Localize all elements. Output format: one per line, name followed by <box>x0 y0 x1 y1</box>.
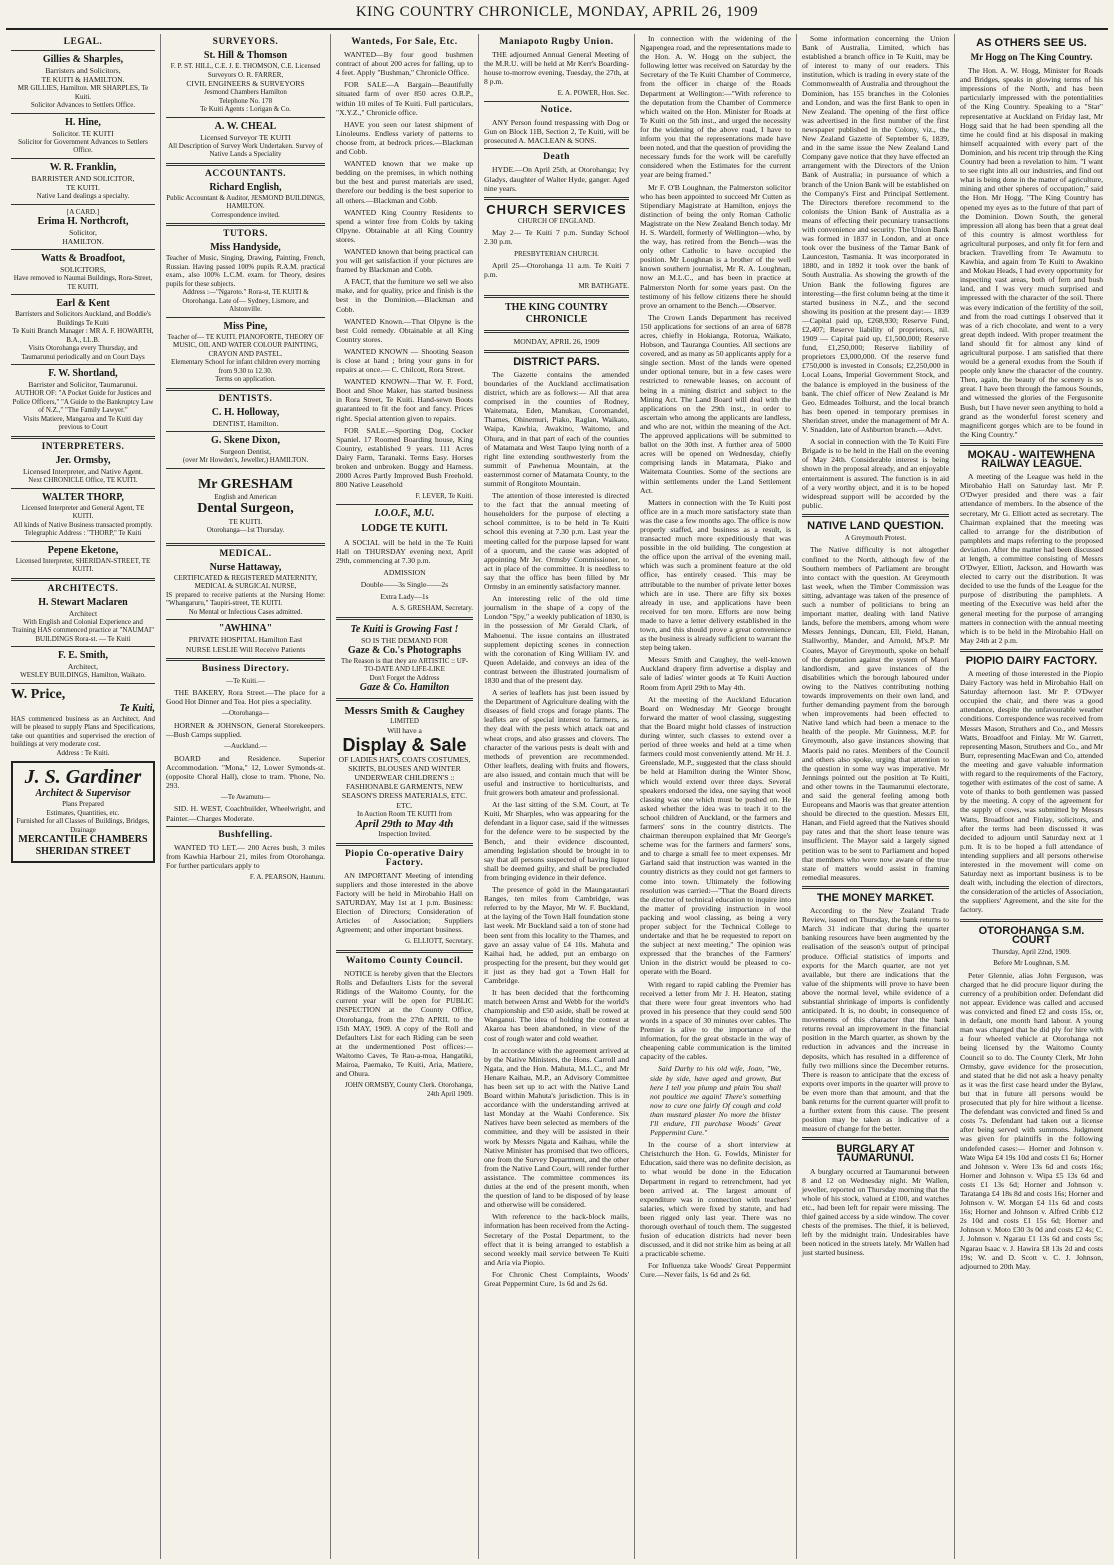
lodge-heading: LODGE TE KUITI. <box>361 522 448 534</box>
burglary-text: A burglary occurred at Taumarunui between 8 and 12 on Wednesday night. Mr Wallen, jeweller, reported on Thursday morning that the whole of his stock, valued at £100, and watches etc., had been left for repair were missing. The thief gained access by a side window. The cover chests of the premises. The thief, it is believed, left by the midnight train. Undesirables have been noticed in the streets lately. Mr Wallen had just started business. <box>802 1166 949 1258</box>
court-text: Peter Glennie, alias John Ferguson, was charged that he did procure liquor during the currency of a prohibition order. Defendant did not appear. Evidence was called and accused was convicted and fined £2 and costs 15s, or, in default, one month hard labour. A young man was charged that he did ply for hire with a four wheeled vehicle at Otorohanga not being licensed by the Waitomo County Council so to do. The County Clerk, Mr John Ormsby, gave evidence for the prosecution, and stated that he did not ask a heavy penalty as it was the first case heard under the Bylaw, but that in future all persons would be prosecuted that ply for hire without a license. The defendant was convicted and fined 5s and costs 7s. Defendant had taken out a license after being served with summons. Judgment was given for plaintiffs in the following undefended cases:— Horner and Johnson v. Wate Wipa £4 19s 10d and costs £1 6s; Horner and Johnson v. Were 13s 6d and costs 16s; Horner and Johnson v. Wipa £5 13s 6d and costs £1 13s 6d; Horner and Johnson v. Taratanga £4 18s 8d and costs 16s; Horner and Johnson v. W. Morgan £4 11s 6d and costs 16s; Horner and Johnson v. Alfred Cribb £12 2s 10d and costs £1 15s 6d; Horner and Johnson v. Moto £30 3s 0d and costs £2 4s; C. J. Johnson v. Ngarau £1 13s 6d and costs 5s; Ngarau Isaac v. J. Hawira £8 13s 2d and costs 19s; W. and D. Scott v. C. J. Johnson, adjourned to 20th May. <box>960 970 1103 1271</box>
column-3 <box>330 34 478 1559</box>
death-heading: Death <box>543 152 570 163</box>
gaze-forget: Don't Forget the Address <box>369 673 440 682</box>
card-label: [A CARD.] <box>66 207 100 216</box>
article-paragraph: Matters in connection with the Te Kuiti post office are in a much more satisfactory state than was the case a few months ago. The office is now properly staffed, and business as a result, is transacted much more expeditiously that was possible in the old building. The congestion at the office upon the arrival of the evening mail, which was such a prominent feature at the old office, has entirely ceased. This may be attributable to the number of private letter boxes which are in use. There are fifty six boxes already in use, and applications have been received for ten more. Efforts are now being made to have a letter delivery established in the town, and this should prove a great convenience as the business is already sufficient to warrant the step being taken. <box>640 497 791 653</box>
northcroft-place: HAMILTON. <box>62 237 104 247</box>
admission-label: ADMISSION <box>383 568 426 578</box>
legal-heading: LEGAL. <box>63 37 103 47</box>
english-role: Public Accountant & Auditor, JESMOND BUILDINGS, HAMILTON. <box>166 193 325 211</box>
west-ad: SID. H. WEST, Coachbuilder, Wheelwright, and Painter.—Charges Moderate. <box>166 804 325 823</box>
piopio-dairy-heading: PIOPIO DAIRY FACTORY. <box>965 654 1098 667</box>
mokau-heading: MOKAU - WAITEWHENA RAILWAY LEAGUE. <box>967 448 1096 471</box>
article-paragraph: The attention of those interested is directed to the fact that the annual meeting of householders for the purpose of electing a school committee, is to be held in Te Kuiti school this evening at 7.30 p.m. Last year the meeting called for the purpose lapsed for want of a quorum, and the cause was adopted of appointing Mr Jer. Ormsby Commissioner, to act in place of the committee. It is needless to say that the office has been filled by Mr Ormsby in an eminently satisfactory manner. <box>484 491 629 592</box>
gardiner-line1: Plans Prepared <box>62 800 104 809</box>
cheal-ad <box>166 121 325 159</box>
article-paragraph: In the course of a short interview at Christchurch the Hon. G. Fowlds, Minister for Education, said there was no definite decision, as to what would be done in the Education Department in regard to retrenchment, had yet been arrived at. The largest amount of expenditure was in connection with teachers' salaries, which were fixed by statute, and had been rigged only last year. There was no thorough overhaul of touch them. The suggested fusion of education districts had never been discussed, and it did not strike him as being at all a practicable scheme. <box>640 1140 791 1259</box>
smith-caughey-dates: April 29th to May 4th <box>355 818 454 831</box>
dentists-heading: DENTISTS. <box>218 393 273 404</box>
franklin-note: Native Land dealings a specialty. <box>36 192 130 201</box>
smith-caughey-display: Display & Sale <box>342 735 467 756</box>
lodge-text: A SOCIAL will be held in the Te Kuiti Hall on THURSDAY evening next, April 29th, commencing at 7.30 p.m. <box>336 537 473 565</box>
column-7 <box>954 34 1108 1559</box>
watts-role: SOLICITORS, <box>60 265 106 275</box>
thorp-note: All kinds of Native Business transacted promptly. <box>13 520 153 529</box>
waitomo-heading: Waitomo County Council. <box>345 955 464 966</box>
watts-ad <box>11 253 155 291</box>
classified-ad: WANTED known that being practical can you will get satisfaction if your pictures are framed by Blackman and Cobb. <box>336 246 473 275</box>
earl-manager: Te Kuiti Branch Manager : MR A. F. HOWARTH, B.A., LL.B. <box>12 327 154 344</box>
english-ad <box>166 182 325 220</box>
english-name: Richard English, <box>209 181 282 193</box>
article-paragraph: In connection with the widening of the Ngapengea road, and the representations made to the Hon. A. W. Hogg on the subject, the following letter was received on Saturday by the Secretary of the Te Kuiti Chamber of Commerce, from the officer in charge of the Roads Department at Wellington:—"With reference to the deputation from the Chamber of Commerce which waited on the Hon. Minister for Roads at Te Kuiti on the 5th inst., and urged the necessity for the widening of the above road, I have to inform you that the representations made have been noted, and that the question of providing the necessary funds for the work will be carefully considered when the Estimates for the current year are being framed." <box>640 34 791 180</box>
price-name: W. Price, <box>11 686 66 702</box>
eketone-name: Pepene Eketone, <box>47 544 119 556</box>
lodge-sign: A. S. GRESHAM, Secretary. <box>391 604 473 613</box>
smith-caughey-room: In Auction Room TE KUITI from <box>357 809 452 818</box>
gaze-address: Gaze & Co. Hamilton <box>359 682 450 694</box>
bushfelling-ad: WANTED TO LET.— 200 Acres bush, 3 miles from Kawhia Harbour 21, miles from Otorohanga. For further particulars apply to <box>166 842 325 870</box>
cheal-name: A. W. CHEAL <box>214 120 277 132</box>
death-text: HYDE.—On April 25th, at Otorohanga; Ivy Gladys, daughter of Walter Hyde, ganger. Aged nine years. <box>484 165 629 193</box>
gillies-ad <box>11 54 155 110</box>
otorohanga-sub: —Otorohanga— <box>221 709 270 718</box>
northcroft-name: Erima H. Northcroft, <box>37 216 129 228</box>
rugby-heading: Maniapoto Rugby Union. <box>499 37 614 47</box>
bushfelling-sign: F. A. PEARSON, Hauturu. <box>249 873 325 882</box>
gaze-ad <box>336 624 473 695</box>
article-paragraph: A series of leaflets has just been issued by the Department of Agriculture dealing with the diseases of field crops and forage plants. The leaflets are of special interest to farmers, as they deal with the pests which attack oat and wheat crops, and also grasses and clovers. The character of the various pests is dealt with and methods of prevention are recommended. Other leaflets, dealing with fruits and flowers, are also issued, and contain much that will be useful and instructive to horticulturists, and fruit growers both amateur and professional. <box>484 688 629 798</box>
shortland-note: Visits Matiere, Mangaroa and Te Kuiti day previous to Court <box>23 414 143 432</box>
gaze-reason: The Reason is that they are ARTISTIC :: UP-TO-DATE AND LIFE-LIKE <box>340 656 469 674</box>
price-place: Te Kuiti, <box>119 702 155 714</box>
classified-ad: WANTED KNOWN — Shooting Season is close at hand ; bring your guns in for repairs at once.— C. Chilcott, Rora Street. <box>336 346 473 375</box>
rugby-text: THE adjourned Annual General Meeting of the M.R.U. will be held at Mr Kerr's Boarding-house to-morrow evening, Tuesday, the 27th, at 8 p.m. <box>484 50 629 87</box>
bakery-ad: THE BAKERY, Rora Street.—The place for a Good Hot Dinner and Tea. Hot pies a speciality. <box>166 688 325 707</box>
gardiner-line3: Furnished for all Classes of Buildings, Bridges, Drainage <box>16 817 150 834</box>
gillies-place: TE KUITI & HAMILTON. <box>41 75 125 85</box>
watts-note: Have removed to Naumai Buildings, Rora-Street, TE KUITI. <box>13 274 153 291</box>
classified-ad: WANTED—By four good bushmen contract of about 200 acres for falling, up to 4 feet. Apply "Bushman," Chronicle Office. <box>336 50 473 78</box>
church-sign: MR BATHGATE. <box>578 282 629 291</box>
article-paragraph: A social in connection with the Te Kuiti Fire Brigade is to be held in the Hall on the evening of May 24th. Considerable interest is being shown in the proposal already, and an enjoyable entertainment is assured. The function is in aid of a very worthy object, and it is to be hoped widespread support will be accorded by the public. <box>802 437 949 510</box>
gresham-role: English and American <box>214 492 277 501</box>
gardiner-address: MERCANTILE CHAMBERS SHERIDAN STREET <box>18 834 148 858</box>
eketone-ad <box>11 545 155 574</box>
classified-ad: HAVE you seen our latest shipment of Linoleums. Endless variety of patterns to choose from, at bedrock prices.—Blackman and Cobb. <box>336 119 473 157</box>
article-paragraph: The Gazette contains the amended boundaries of the Auckland acclimatisation district, which are as follows:— All that area comprised in the counties of Rodney, Waitemata, Eden, Manukau, Coromandel, Thames, Ohinemuri, Piako, Raglan, Waikato, Waipa, Kawhia, Awakino, Waitomo, and Ohura, and in that part of each of the counties of Matamata and West Taupo lying north of a right line extending southwesterly from the summit of Pawhenua Mountain, at the easternmost corner of Matamata County, to the summit of Rongitoto Mountain. <box>484 369 629 488</box>
dixon-role: Surgeon Dentist, <box>220 447 271 457</box>
earl-name: Earl & Kent <box>56 298 110 310</box>
article-paragraph: Messrs Smith and Caughey, the well-known Auckland drapery firm advertise a display and sale of ladies' winter goods at Te Kuiti Auction Room from April 29th to May 4th. <box>640 655 791 692</box>
hattaway-role: CERTIFICATED & REGISTERED MATERNITY, MEDICAL & SURGICAL NURSE, <box>173 573 318 591</box>
article-paragraph: An interesting relic of the old time journalism in the shape of a copy of the London "Spy," a weekly publication of 1830, is in the possession of Mr Gerald Clark, of Mahoenui. The issue contains an illustrated supplement depicting scenes in connection with the coronation of King William IV. and Queen Adelaide, and conveys an idea of the contrast between the illustrated journalism of 1830 and that of the present day. <box>484 594 629 685</box>
mokau-text: A meeting of the League was held in the Mirobahio Hall on Saturday last. Mr P. O'Dwyer presided and there was a fair attendance of members. In the absence of the secretary, Mr G. Elliott acted as secretary. The Chairman explained that the meeting was called to arrange for the distribution of pamphlets and maps referring to the proposed deviation. After the matter had been discussed at length, a committee consisting of Messrs O'Dwyer, Elliott, Jackson, and Howarth was elected to carry out the distribution. It was decided to use the funds of the League for the purpose of distributing the pamphlets. A meeting of the Executive was held after the general meeting for the purpose of arranging matters in connection with the annual meeting which is to be held in the Mirobahio Hall on May 24th at 2 p.m. <box>960 472 1103 645</box>
holloway-name: C. H. Holloway, <box>211 407 280 419</box>
awhina-ad <box>166 623 325 653</box>
article-paragraph: At the meeting of the Auckland Education Board on Wednesday Mr George brought forward the matter of wool classing, suggesting that the Board might hold classes of instruction during winter, such classes to extend over a period of three weeks and held at a time when farmers could most conveniently attend. Mr H. J. Greenslade, M.P., suggested that the class should be held at Hamilton during the Winter Show, which would extend over three days. Several speakers endorsed the idea, one saying that wool classing was one which must be pushed on. He asked whether the idea was to teach it to the school children of Auckland, or the farmers and farmers' sons in the country districts. The chairman thereupon explained that Mr George's scheme was for the farmers and farmers' sons, and to charge a small fee to meet expenses. Mr Garland said that instruction was wanted in the country districts as they could not get farmers to come into town. Ultimately the following resolution was carried:—"That the Board directs the director of technical education to inquire into the matter of providing instruction in wool packing and wool classing, as being a very proper subject for the Technical College to undertake and that he be requested to report on the subject at next meeting." The opinion was expressed that the branches of the Farmers' Union in the district would be pleased to co-operate with the Board. <box>640 694 791 977</box>
notice-heading: Notice. <box>540 104 573 115</box>
article-paragraph: It has been decided that the forthcoming match between Arnst and Webb for the world's championship and £50 aside, shall be rowed at Wanganui. The idea of holding the contest at Akaroa has been abandoned, in view of the cost of rough water and cold weather. <box>484 988 629 1043</box>
tutors-heading: TUTORS. <box>223 229 268 240</box>
business-heading: Business Directory. <box>201 663 290 674</box>
smith-role: Architect, <box>67 662 99 672</box>
gillies-name: Gillies & Sharples, <box>42 54 124 66</box>
ormsby-role: Licensed Interpreter, and Native Agent. <box>23 467 143 477</box>
holloway-ad <box>166 407 325 428</box>
masthead-rule <box>6 28 1108 30</box>
dixon-name: G. Skene Dixon, <box>211 435 280 447</box>
gresham-title: Dental Surgeon, <box>197 501 294 517</box>
lever-sign: F. LEVER, Te Kuiti. <box>415 492 473 501</box>
smith-place: WESLEY BUILDINGS, Hamilton, Waikato. <box>20 671 146 680</box>
article-paragraph: For Chronic Chest Complaints, Woods' Great Peppermint Cure, 1s 6d and 2s 6d. <box>484 1269 629 1288</box>
handyside-name: Miss Handyside, <box>210 242 281 254</box>
classified-ad: WANTED Known.—That Olpyne is the best Cold remedy. Obtainable at all King Country stores. <box>336 316 473 344</box>
smith-caughey-invite: Inspection Invited. <box>378 830 431 839</box>
board-ad: BOARD and Residence. Superior Accommodation. "Mona," 12, Lower Symonds-st. (opposite Choral Hall), close to tram. 'Phone, No. 293. <box>166 753 325 790</box>
gaze-name: Gaze & Co.'s Photographs <box>347 644 462 656</box>
gresham-place: TE KUITI. <box>228 517 263 527</box>
pine-note: Elementary School for infant children every morning from 9.30 to 12.30. <box>171 358 320 375</box>
court-date: Thursday, April 22nd, 1909. <box>992 947 1071 956</box>
watts-name: Watts & Broadfoot, <box>41 253 125 265</box>
gardiner-ad <box>11 761 155 863</box>
hill-tel: Telephone No. 178 <box>218 96 273 105</box>
article-paragraph: Mr F. O'B Loughnan, the Palmerston solicitor who has been appointed to succeed Mr Cutten as Stipendiary Magistrate at Hamilton, enjoys the distinction of being the only Roman Catholic Magistrate on the New Zealand Bench today. Mr H. S. Wardell, formerly of Wellington—who, by the way, has retired from the Bench—was the only other Catholic to have occupied the position. Mr Loughnan is a brother of the well known southern journalist, Mr R. A. Loughnan, now an M.L.C., and has been in practice at Palmerston North for some years past. On the testimony of his fellow citizens there he should prove an ornament to the Bench.—Observer. <box>640 182 791 310</box>
notice-text: ANY Person found trespassing with Dog or Gun on Block 11B, Section 2, Te Kuiti, will be prosecuted A. MACLEAN & SONS. <box>484 118 629 146</box>
smith-caughey-goods: OF LADIES HATS, COATS COSTUMES, SKIRTS, BLOUSES AND WINTER UNDERWEAR CHILDREN'S :: FASHIONABLE GARMENTS, NEW SEASON'S DRESS MATERIALS, ETC. ETC. <box>338 755 471 810</box>
article-paragraph: The presence of gold in the Maungatautari Ranges, ten miles from Cambridge, was referred to by the Mayor, Mr W. F. Buckland, at the laying of the Town Hall foundation stone last week. Mr Buckland said a ton of stone had been sent from this locality to the Thames, and gave an assay value of £4 10s. Mahuta and Kaihai had, he added, put an embargo on prospecting for the present, but they would get it just as they had got a Town Hall for Cambridge. <box>484 885 629 985</box>
article-paragraph: For Influenza take Woods' Great Peppermint Cure.—Never fails, 1s 6d and 2s 6d. <box>640 1261 791 1280</box>
gresham-note: Otorohanga—1st Thursday. <box>206 526 285 535</box>
handyside-address: Address :—"Ngaroto." Rora-st, TE KUITI & Otorohanga. Late of— Sydney, Lismore, and Alstonville. <box>182 288 309 314</box>
ormsby-ad <box>11 455 155 485</box>
ormsby-name: Jer. Ormsby, <box>55 455 111 467</box>
dixon-ad <box>166 435 325 465</box>
hine-note: Solicitor for Government Advances to Settlers Office. <box>18 137 148 155</box>
church-presby: PRESBYTERIAN CHURCH. <box>514 249 599 258</box>
classified-ad: FOR SALE.—Sporting Dog, Cocker Spaniel. 17 Roomed Boarding house, King Country, established 9 years. 111 Acres Dairy Farm, Taranaki. Terms Easy. Horses broken and unbroken. Buggy and Harness. 2000 Acres Partly Improved Bush Freehold. 800 Native Leasehold <box>336 425 473 490</box>
price-ad <box>11 687 155 758</box>
medical-heading: MEDICAL. <box>219 548 272 559</box>
court-before: Before Mr Loughnan, S.M. <box>993 959 1070 968</box>
shortland-ad <box>11 368 155 432</box>
gaze-demand: SO IS THE DEMAND FOR <box>361 635 448 645</box>
accountants-heading: ACCOUNTANTS. <box>204 168 287 179</box>
admission-prices: Double——3s Single——2s <box>360 580 449 590</box>
gardiner-role: Architect & Supervisor <box>35 788 131 800</box>
hattaway-text: IS prepared to receive patients at the Nursing Home: "Whangaruru," Taupiri-street, TE KUITI. <box>166 590 325 608</box>
piopio-coop-heading: Piopio Co-operative Dairy Factory. <box>344 848 465 868</box>
price-text: HAS commenced business as an Architect, And will be pleased to supply Plans and Specifications, take out quantities and supervised the erection of buildings at very moderate cost. <box>11 714 155 749</box>
earl-note: Visits Otorohanga every Thursday, and Taumarunui periodically and on Court Days <box>21 344 145 361</box>
extra-lady: Extra Lady—1s <box>380 592 429 602</box>
earl-role: Barristers and Solicitors Auckland, and Boddie's Buildings Te Kuiti <box>15 310 151 327</box>
article-paragraph: Some information concerning the Union Bank of Australia, Limited, which has established a branch office in Te Kuiti, may be of interest to many of our readers. This institution, which is trading in every state of the Commonwealth of Australia and throughout the Dominion, has 155 branches in the Colonies and London, and was the first Bank to open in New Zealand. The opening of the first office was advertised in the first number of the first newspaper published in the Colony, viz., the New Zealand Gazette of September 6, 1839, and in the same issue the New Zealand Land Company gave notice that they have effected an arrangement with the Directors of the Union Bank of Australia; in pursuance of which a branch of the Union Bank will be established on the Company's First and Principal Settlement. The Directors therefore recommend to the colonists the Union Bank of Australia as a means of effecting their pecuniary transactions with convenience and security. The Union Bank was formed in 1837 in London, and at once took over the business of the Tamar Bank of Launceston, Tasmania. It was incorporated in 1880, and in 1892 it took over the bank of South Australia. As showing the growth of the Union Bank the following figures are interesting—the first column being at the time it started business in N.Z., and the second showing its position at the present day:— 1839—Capital paid up, £268,930; Reserve Fund, £2,407; Reserve liability of proprietors, nil. 1909 — Capital paid up, £1,500,000; Reserve fund, £1,250,000; Reserve liability of proprietors £3,000,000. Of the reserve fund £750,000 is invested in Consols; £2,250,000 in Local Loans, Imperial Government Stock, and the balance is employed in the business of the bank. The chief officer of New Zealand is Mr Geo. Edmeades Tolhurst, and the local branch has been opened in temporary premises in Sheridan street, under the management of Mr A. V. Snadden, late of Ashburton branch.—Advt. <box>802 34 949 435</box>
classified-ad: WANTED King Country Residents to spend a winter free from Colds by taking Olpyne. Obtainable at all King Country stores. <box>336 207 473 244</box>
column-2 <box>160 34 330 1559</box>
gillies-role: Barristers and Solicitors, <box>45 66 121 76</box>
smith-ad <box>11 650 155 680</box>
eketone-role: Licensed Interpreter, SHERIDAN-STREET, TE KUITI. <box>15 556 151 574</box>
church-april: April 25—Otorohanga 11 a.m. Te Kuiti 7 p.m. <box>484 261 629 280</box>
church-may: May 2— Te Kuiti 7 p.m. Sunday School 2.30 p.m. <box>484 228 629 247</box>
shortland-name: F. W. Shortland, <box>48 368 118 380</box>
tekuiti-sub: —Te Kuiti.— <box>226 676 265 685</box>
cheal-note: All Description of Survey Work Undertaken. Survey of Native Lands a Speciality <box>168 141 323 159</box>
smith-caughey-ad <box>336 705 473 838</box>
holloway-role: DENTIST, Hamilton. <box>212 419 279 429</box>
hill-members: F. P. ST. HILL, C.E. J. E. THOMSON, C.E. Licensed Surveyors O. R. FARRER, <box>170 62 321 79</box>
hattaway-note: No Mental or Infectious Cases admitted. <box>188 607 303 616</box>
dixon-place: (over Mr Howden's, Jeweller,) HAMILTON. <box>182 456 309 465</box>
burglary-heading: BURGLARY AT TAUMARUNUI. <box>836 1143 915 1165</box>
bushfelling-heading: Bushfelling. <box>218 829 273 840</box>
hattaway-ad <box>166 562 325 617</box>
smith-caughey-name: Messrs Smith & Caughey <box>344 705 465 718</box>
gresham-name: Mr GRESHAM <box>197 476 293 492</box>
handyside-text: Teacher of Music, Singing, Drawing, Painting, French, Russian. Having passed 100% pupils R.A.M. practical exam., also 100% L.C.M. exam. for Theory, desires pupils for these subjects. <box>166 254 325 288</box>
classified-ad: FOR SALE—A Bargain—Beautifully situated farm of over 850 acres O.R.P., within 10 miles of Te Kuiti. Full particulars, "X.Y.Z.," Chronicle office. <box>336 80 473 117</box>
hill-ad <box>166 50 325 114</box>
maclaren-name: H. Stewart Maclaren <box>38 596 128 608</box>
gillies-note: Solicitor Advances to Settlers Office. <box>30 101 136 110</box>
hill-name: St. Hill & Thomson <box>203 50 288 62</box>
waitomo-text: NOTICE is hereby given that the Electors Rolls and Defaulters Lists for the several Ridings of the Waitomo County, for the current year will be open for PUBLIC INSPECTION at the County Office, Otorohanga, from the 27th APRIL to the 15th MAY, 1909. A copy of the Roll and Defaulters List for each Riding can be seen at the undermentioned Post offices:— Waitomo Caves, Te Rau-a-moa, Hangatiki, Mairoa, Paemako, Te Kuiti, Aria, Matiere, and Ohura. <box>336 969 473 1079</box>
maclaren-note: With English and Colonial Experience and Training HAS commenced practice at "NAUMAI" BUILDINGS Rora-st. — Te Kuiti <box>11 617 155 643</box>
franklin-role: BARRISTER AND SOLICITOR, <box>31 173 135 183</box>
masthead: KING COUNTRY CHRONICLE, MONDAY, APRIL 26, 1909 <box>355 4 759 20</box>
ormsby-note: Next CHRONICLE Office, TE KUITI. <box>28 476 138 485</box>
wanteds-heading: Wanteds, For Sale, Etc. <box>351 37 458 47</box>
pine-name: Miss Pine, <box>223 320 268 332</box>
piopio-coop-sign: G. ELLIOTT, Secretary. <box>404 937 473 946</box>
hospital-name: PRIVATE HOSPITAL Hamilton East <box>188 635 303 645</box>
shortland-author: AUTHOR OF: "A Pocket Guide for Justices and Police Officers," "A Guide to the Bankruptcy Law of N.Z.," "The Family Lawyer." <box>12 389 154 415</box>
smith-name: F. E. Smith, <box>58 650 108 662</box>
awhina-name: "AWHINA" <box>218 623 273 635</box>
money-text: According to the New Zealand Trade Review, issued on Thursday, the bank returns to March 31 indicate that during the quarter banking resources have been augmented by the realisation of the season's output of principal produce. Official statistics of imports and exports for the March quarter, are not yet available, but there are indications that the value of the shipments will prove to have been above the normal level, while evidence of a substantial shrinkage of imports is confidently anticipated. It is, no doubt, in consequence of movements of this character that the bank returns reveal an improvement in the financial position in the March quarter, as shown by the reduction in advances and the increase in deposits, which has resulted in a difference of fully two millions since the December returns. There is reason to anticipate that the excess of exports over imports in the quarter will prove to be even more than that amount, and that the bank returns for the current quarter will profit to a further extent from this cause. The present position may be taken as indicative of a measure of change for the better. <box>802 906 949 1134</box>
piopio-coop-text: AN IMPORTANT Meeting of intending suppliers and those interested in the above Factory will be held in Mirobahio Hall on SATURDAY, May 1st at 1 p.m. Business: Election of Directors; Consideration of Articles of Association; Suppliers Agreement; and other important business. <box>336 870 473 935</box>
money-heading: THE MONEY MARKET. <box>816 891 935 904</box>
leslie-name: NURSE LESLIE Will Receive Patients <box>185 644 306 654</box>
others-text: The Hon. A. W. Hogg, Minister for Roads and Bridges, speaks in glowing terms of his impressions of the North, and has been particularly impressed with the potentialities of the King Country. Speaking to a "Star" representative at Auckland on Friday last, Mr Hogg said that he had been spending all the time he could find at his disposal in making himself acquainted with every part of the Dominion, and his recent trip through the King Country had been a revelation to him. "I want to see right into all our industries, and find out what is being done in the matter of agriculture, mining and other spheres of occupation," said the Hon. Mr Hogg. "The King Country has opened my eyes as to the future of that part of the Dominion. Down South, the general impression all along has been that a great deal of this country is almost worthless for agricultural purposes, and only fit for fern and bracken. Travelling from Te Awamutu to Kawhia, and again from Te Kuiti to Awakino and Mokau Heads, I had every opportunity for inspecting vast areas, both of fern and bush land, and I was very much surprised and impressed with the character of the soil. There was every indication of the fertility of the soil, and from the road cuttings I observed that it was of a rich chocolate, and went to a very great depth indeed. With proper treatment the land should fit for almost any kind of agricultural purpose. I am satisfied that there would be a general exodus from the South if people only knew the character of the country. Then, again, the beauty of the scenery is so great. I have been through the famous Sounds, and witnessed the glories of the Fergusonite Bush, but I have never seen anything to hold a grand as the wonderful forest scenery and magnificent gorges which are to be found in the King Country." <box>960 66 1103 439</box>
pine-ad <box>166 321 325 384</box>
hine-name: H. Hine, <box>65 116 101 128</box>
architects-heading: ARCHITECTS. <box>47 583 119 594</box>
others-heading: AS OTHERS SEE US. <box>976 37 1087 49</box>
gresham-ad <box>166 477 325 535</box>
native-sub: A Greymouth Protest. <box>844 533 907 542</box>
awamutu-sub: —Te Awamutu— <box>220 792 271 801</box>
column-6 <box>796 34 954 1559</box>
hattaway-name: Nurse Hattaway, <box>209 561 282 573</box>
thorp-tel: Telegraphic Address : "THORP," Te Kuiti <box>24 529 142 538</box>
district-heading: DISTRICT PARS. <box>513 355 600 368</box>
others-sub: Mr Hogg on The King Country. <box>970 52 1093 63</box>
northcroft-role: Solicitor, <box>69 228 97 238</box>
classified-ad: WANTED known that we make up bedding on the premises, in which nothing but the best and purest materials are used, therefore our bedding is the best superior to all others.—Blackman and Cobb. <box>336 159 473 205</box>
gardiner-name: J. S. Gardiner <box>24 766 142 789</box>
shortland-role: Barrister and Solicitor, Taumarunui. <box>28 380 138 390</box>
gaze-slogan: Te Kuiti is Growing Fast ! <box>350 623 459 635</box>
piopio-dairy-text: A meeting of those interested in the Piopio Dairy Factory was held in Mirobahio Hall on Saturday afternoon last. Mr P. O'Dwyer occupied the chair, and there was a good attendance, despite the unfavourable weather conditions. Correspondence was received from Messrs Mason, Struthers and Co., and Messrs Watts, Broadfoot and Finlay. Mr W. Garrett, representing Mason, Struthers and Co., and Mr Burr, representing MacEwan and Co, attended the meeting and gave valuable information with regard to the requirements of the Factory, together with estimates of the cost of same. A vote of thanks to both gentlemen was passed by the meeting. A copy of the agreement for the supply of cows, was submitted by Messrs Watts, Broadfoot and Finlay, solicitors, and after the terms had been discussed it was decided to adjourn until Saturday next at 1 p.m. It is to be hoped a full attendance of intending suppliers and all persons otherwise interested in the movement will come on Saturday next as important business is to be dealt with, including the election of directors, the consideration of the articles of Association, the suppliers' Agreement, and the site for the factory. <box>960 669 1103 915</box>
paper-date: MONDAY, APRIL 26, 1909 <box>513 336 600 346</box>
franklin-place: TE KUITI. <box>66 182 100 192</box>
verse: Said Darby to his old wife, Joan, "We, side by side, have aged and grown, But here I tell you plump and plain You shall not poultice me again! There's something now to cure one fairly Of cough and cold than mustard plaster No more the blister I'll endure, I'll purchase Woods' Great Peppermint Cure." <box>650 1064 781 1138</box>
native-heading: NATIVE LAND QUESTION. <box>807 519 944 532</box>
rugby-sign: E. A. POWER, Hon. Sec. <box>557 89 629 98</box>
thorp-role: Licensed Interpreter and General Agent, TE KUITI. <box>21 503 145 521</box>
gillies-members: MR GILLIES, Hamilton. MR SHARPLES, Te Kuiti. <box>17 84 149 101</box>
franklin-ad <box>11 162 155 201</box>
horner-ad: HORNER & JOHNSON, General Storekeepers.—Bush Camps supplied. <box>166 720 325 739</box>
smith-caughey-will: Will have a <box>387 725 422 735</box>
article-paragraph: With regard to rapid cabling the Premier has received a letter from Mr J. H. Heaton, stating that there were four great inventors who had proved in his presence that they could send 500 words in a space of 30 minutes over cables. The Premier is alive to the importance of the information, for the great obstacle in the way of cheapening cable communication is the limited capacity of the cables. <box>640 979 791 1062</box>
thorp-ad <box>11 492 155 538</box>
english-note: Correspondence invited. <box>211 210 280 219</box>
hine-role: Solicitor. TE KUITI <box>52 128 114 138</box>
waitomo-sign: JOHN ORMSBY, County Clerk. Otorohanga, 24th April 1909. <box>344 1081 473 1098</box>
maclaren-ad <box>11 597 155 644</box>
smith-caughey-ltd: LIMITED <box>390 717 419 726</box>
column-4 <box>478 34 634 1559</box>
church-heading: CHURCH SERVICES <box>486 201 627 217</box>
pine-text: Teacher of— TE KUITI. PIANOFORTE, THEORY OF MUSIC, OIL AND WATER COLOUR PAINTING, CRAYON AND PASTEL. <box>167 332 324 358</box>
article-paragraph: The Crown Lands Department has received 150 applications for sections of an area of 6878 acres, chiefly in Hokianga, Rotorua, Waikato, Hobson, and Tauranga Counties. All sections are covered, and as many as 50 applicants apply for a single section. Most of the lands were opened under optional tenure, but in a few cases were restricted to renewable leases, on account of being in a mining district and subject to the Mining Act. The Land Board will deal with the applications on the 29th inst., in order to ascertain who among the applicants are landless, and who are not, within the meaning of the Act. The approved applications will be submitted to ballot on the 30th inst. A further area of 5000 acres will be opened on Wednesday, chiefly comprising lands in Matamata, Piako and Waitemata Counties. Some of the sections are within settlements under the Land Settlement Act. <box>640 312 791 495</box>
iof-heading: I.O.O.F., M.U. <box>374 507 435 519</box>
maclaren-role: Architect <box>68 608 98 618</box>
auckland-sub: —Auckland.— <box>224 742 267 751</box>
cheal-role: Licensed Surveyor TE KUITI <box>200 132 291 142</box>
northcroft-ad <box>11 208 155 247</box>
earl-ad <box>11 298 155 361</box>
price-address: Address : Te Kuiti. <box>56 748 110 757</box>
surveyors-heading: SURVEYORS. <box>212 37 279 47</box>
interpreters-heading: INTERPRETERS. <box>41 441 125 452</box>
church-england: CHURCH OF ENGLAND. <box>517 216 596 225</box>
gardiner-line2: Estimates, Quantities, etc. <box>46 808 120 817</box>
article-paragraph: With reference to the back-block mails, information has been received from the Acting-Secretary of the Postal Department, to the effect that it is being arranged to establish a second weekly mail service between Te Kuiti and Aria via Piopio. <box>484 1212 629 1267</box>
pine-terms: Terms on application. <box>215 375 276 384</box>
handyside-ad <box>166 242 325 314</box>
classified-ad: WANTED KNOWN—That W. F. Ford, Boot and Shoe Maker, has started business in Rora Street, Te Kuiti. Hand-sewn Boots guaranteed to fit the foot and fancy. Prices right. Special attention given to repairs. <box>336 377 473 423</box>
article-paragraph: At the last sitting of the S.M. Court, at Te Kuiti, Mr Sharples, who was appearing for the defendant in a liquor case, said if the witnesses for the defence were to be suspected by the Bench, and their evidence discounted, amending legislation should be brought in to say that all persons suspected of having liquor shall be deemed guilty, and shall be precluded from bringing evidence in their defence. <box>484 800 629 882</box>
hill-role: CIVIL ENGINEERS & SURVEYORS <box>186 79 305 89</box>
court-heading: OTOROHANGA S.M. COURT <box>978 924 1085 946</box>
native-text: The Native difficulty is not altogether confined to the North, although few of the Southern members of Parliament are brought into contact with the question. At Greymouth last week, when the Timber Commission was sitting, advantage was taken of the presence of such a number of politicians to bring an important matter, dealing with land Native lands, before the members, among whom were Messrs Jennings, Duncan, Ell, Field, Hanan, Stallworthy, Mander, and Arnold, M's.P. Mr Coates, Mayor of Greymouth, spoke on behalf of the deputation against the system of Maori landlordism, and gave instances of the disabilities which the borough laboured under owing to the Natives contributing nothing towards improvements on their own land, and further demanding payment from the borough when improvements had been effected to Native land which had been a menace to the health of the people. Mr Guinness, M.P. for Greymouth, also gave instances showing that Maoris paid no rates. Members of the Council and others also spoke, urging that attention to the question in some way was imperative. Mr Jennings pointed out the position at Te Kuiti, and other towns in the Taumarunui electorate, and said the general feeling among both Europeans and Maoris was that greater attention should be directed to the question. Messrs Ell, Hanan, and Field agreed that the Natives should pay rates and that the short lease tenure was insufficient. The Mayor said a largely signed petition was to be sent to Parliament and hoped that members who were now aware of the true state of matters would assist in framing remedial measures. <box>802 545 949 882</box>
column-1 <box>6 34 160 1559</box>
franklin-name: W. R. Franklin, <box>49 161 117 173</box>
thorp-name: WALTER THORP, <box>42 491 124 503</box>
article-paragraph: In accordance with the agreement arrived at by the Native Ministers, the Hons. Carroll and Ngata, and the Hon. Mahuta, M.L.C., and Mr Henare Kaihau, M.P., an Advisory Committee has been set up to act with the Native Land Board within Mahuta's jurisdiction. This is in accordance with the understanding arrived at last Monday at the Waahi Conference. Six Natives have been selected as members of the committee, and they will be assisted in their work by Messrs Ngata and Kaihau, while the Native Minister has promised that two officers, one from the Survey Department, and the other from the Native Land Court, will render further assistance. The committee commences its duties at the end of the present month, when the question of land to be disposed of by lease and otherwise will be considered. <box>484 1045 629 1210</box>
classified-ad: A FACT, that the furniture we sell we also make, and for quality, price and finish is the best in the Dominion.—Blackman and Cobb. <box>336 277 473 314</box>
paper-title: THE KING COUNTRY CHRONICLE <box>505 301 608 325</box>
column-5 <box>634 34 796 1559</box>
hill-agents: Te Kuiti Agents : Lorigan & Co. <box>200 105 291 114</box>
hill-place: Jesmond Chambers Hamilton <box>204 88 287 97</box>
hine-ad <box>11 117 155 155</box>
